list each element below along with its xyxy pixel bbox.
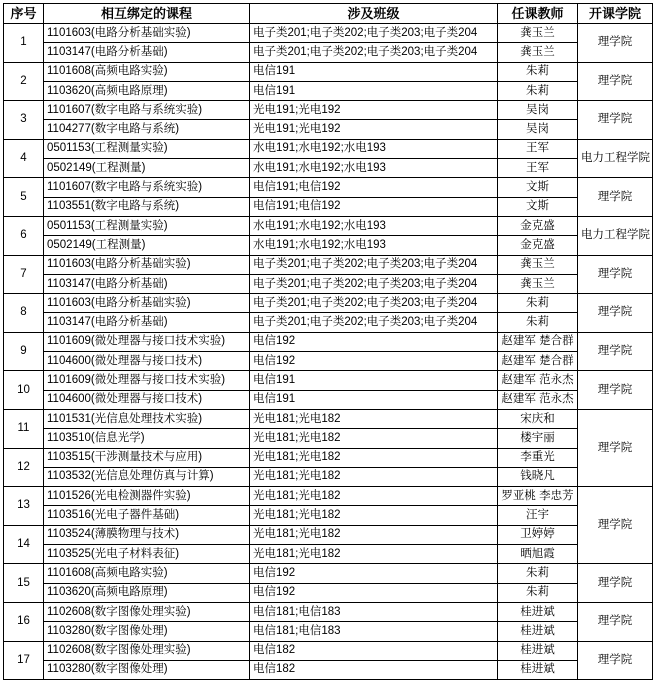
table-row [4, 120, 653, 139]
table-row [4, 409, 653, 428]
course-cell: 1103516(光电子器件基础) [44, 506, 250, 525]
course-cell: 1101603(电路分析基础实验) [44, 255, 250, 274]
teacher-cell: 王军 [498, 139, 578, 158]
teacher-cell: 桂进斌 [498, 641, 578, 660]
table-row [4, 487, 653, 506]
seq-cell: 14 [4, 525, 44, 564]
class-cell: 电信192 [250, 332, 498, 351]
class-cell: 水电191;水电192;水电193 [250, 216, 498, 235]
table-row [4, 602, 653, 621]
course-cell: 1101608(高频电路实验) [44, 62, 250, 81]
teacher-cell: 金克盛 [498, 236, 578, 255]
class-cell: 电信191 [250, 390, 498, 409]
table-row [4, 159, 653, 178]
class-cell: 光电191;光电192 [250, 101, 498, 120]
college-cell: 理学院 [578, 564, 653, 603]
teacher-cell: 赵建军 楚合群 [498, 332, 578, 351]
class-cell: 电信192 [250, 352, 498, 371]
course-cell: 0502149(工程测量) [44, 159, 250, 178]
teacher-cell: 晒旭霞 [498, 545, 578, 564]
table-row [4, 545, 653, 564]
college-cell: 理学院 [578, 24, 653, 63]
seq-cell: 2 [4, 62, 44, 101]
table-row [4, 332, 653, 351]
teacher-cell: 朱莉 [498, 313, 578, 332]
teacher-cell: 朱莉 [498, 62, 578, 81]
class-cell: 电子类201;电子类202;电子类203;电子类204 [250, 255, 498, 274]
teacher-cell: 朱莉 [498, 294, 578, 313]
table-row [4, 81, 653, 100]
seq-cell: 1 [4, 24, 44, 63]
class-cell: 光电181;光电182 [250, 487, 498, 506]
teacher-cell: 赵建军 范永杰 [498, 390, 578, 409]
class-cell: 光电191;光电192 [250, 120, 498, 139]
teacher-cell: 文斯 [498, 197, 578, 216]
teacher-cell: 楼宇丽 [498, 429, 578, 448]
teacher-cell: 龚玉兰 [498, 255, 578, 274]
table-row [4, 506, 653, 525]
table-row [4, 197, 653, 216]
teacher-cell: 龚玉兰 [498, 43, 578, 62]
table-row [4, 139, 653, 158]
teacher-cell: 吴岗 [498, 120, 578, 139]
table-row [4, 352, 653, 371]
table-row [4, 564, 653, 583]
class-cell: 电子类201;电子类202;电子类203;电子类204 [250, 313, 498, 332]
table-row [4, 43, 653, 62]
table-row [4, 24, 653, 43]
table-row [4, 448, 653, 467]
teacher-cell: 朱莉 [498, 564, 578, 583]
class-cell: 电信191 [250, 371, 498, 390]
course-cell: 1101609(微处理器与接口技术实验) [44, 332, 250, 351]
course-cell: 1101603(电路分析基础实验) [44, 24, 250, 43]
seq-cell: 7 [4, 255, 44, 294]
college-cell: 理学院 [578, 409, 653, 486]
class-cell: 光电181;光电182 [250, 467, 498, 486]
teacher-cell: 赵建军 楚合群 [498, 352, 578, 371]
table-row [4, 274, 653, 293]
college-cell: 理学院 [578, 62, 653, 101]
teacher-cell: 吴岗 [498, 101, 578, 120]
college-cell: 理学院 [578, 255, 653, 294]
course-cell: 1101526(光电检测器件实验) [44, 487, 250, 506]
course-cell: 1103620(高频电路原理) [44, 583, 250, 602]
course-cell: 0501153(工程测量实验) [44, 139, 250, 158]
table-row [4, 525, 653, 544]
teacher-cell: 朱莉 [498, 583, 578, 602]
college-cell: 理学院 [578, 294, 653, 333]
class-cell: 水电191;水电192;水电193 [250, 159, 498, 178]
course-cell: 1101607(数字电路与系统实验) [44, 101, 250, 120]
teacher-cell: 金克盛 [498, 216, 578, 235]
seq-cell: 9 [4, 332, 44, 371]
class-cell: 水电191;水电192;水电193 [250, 139, 498, 158]
college-cell: 理学院 [578, 487, 653, 564]
header-teacher: 任课教师 [498, 4, 578, 24]
course-cell: 0501153(工程测量实验) [44, 216, 250, 235]
course-binding-table [3, 3, 653, 680]
class-cell: 电子类201;电子类202;电子类203;电子类204 [250, 294, 498, 313]
seq-cell: 16 [4, 602, 44, 641]
class-cell: 水电191;水电192;水电193 [250, 236, 498, 255]
course-cell: 1101608(高频电路实验) [44, 564, 250, 583]
class-cell: 电信192 [250, 583, 498, 602]
table-row [4, 101, 653, 120]
table-body [4, 24, 653, 680]
header-class: 涉及班级 [250, 4, 498, 24]
teacher-cell: 钱晓凡 [498, 467, 578, 486]
course-cell: 1103147(电路分析基础) [44, 274, 250, 293]
course-cell: 1103280(数字图像处理) [44, 622, 250, 641]
course-cell: 1101531(光信息处理技术实验) [44, 409, 250, 428]
seq-cell: 4 [4, 139, 44, 178]
seq-cell: 3 [4, 101, 44, 140]
teacher-cell: 龚玉兰 [498, 24, 578, 43]
class-cell: 电信191 [250, 81, 498, 100]
teacher-cell: 赵建军 范永杰 [498, 371, 578, 390]
course-cell: 1101609(微处理器与接口技术实验) [44, 371, 250, 390]
course-cell: 1103515(干涉测量技术与应用) [44, 448, 250, 467]
class-cell: 电子类201;电子类202;电子类203;电子类204 [250, 274, 498, 293]
class-cell: 电子类201;电子类202;电子类203;电子类204 [250, 24, 498, 43]
teacher-cell: 朱莉 [498, 81, 578, 100]
seq-cell: 17 [4, 641, 44, 680]
course-cell: 1102608(数字图像处理实验) [44, 602, 250, 621]
table-row [4, 216, 653, 235]
course-cell: 1104600(微处理器与接口技术) [44, 352, 250, 371]
table-row [4, 371, 653, 390]
course-cell: 1104277(数字电路与系统) [44, 120, 250, 139]
class-cell: 电信181;电信183 [250, 602, 498, 621]
teacher-cell: 罗亚桃 李忠芳 [498, 487, 578, 506]
table-row [4, 236, 653, 255]
college-cell: 理学院 [578, 332, 653, 371]
course-cell: 1103280(数字图像处理) [44, 660, 250, 679]
seq-cell: 8 [4, 294, 44, 333]
class-cell: 光电181;光电182 [250, 429, 498, 448]
table-row [4, 429, 653, 448]
table-row [4, 660, 653, 679]
course-cell: 1103525(光电子材料表征) [44, 545, 250, 564]
college-cell: 理学院 [578, 178, 653, 217]
teacher-cell: 王军 [498, 159, 578, 178]
class-cell: 电信182 [250, 641, 498, 660]
header-course: 相互绑定的课程 [44, 4, 250, 24]
header-college: 开课学院 [578, 4, 653, 24]
teacher-cell: 桂进斌 [498, 622, 578, 641]
seq-cell: 11 [4, 409, 44, 448]
seq-cell: 15 [4, 564, 44, 603]
table-row [4, 178, 653, 197]
seq-cell: 6 [4, 216, 44, 255]
course-cell: 1103147(电路分析基础) [44, 43, 250, 62]
class-cell: 电信191 [250, 62, 498, 81]
teacher-cell: 卫婷婷 [498, 525, 578, 544]
class-cell: 电信192 [250, 564, 498, 583]
college-cell: 电力工程学院 [578, 139, 653, 178]
course-cell: 1103551(数字电路与系统) [44, 197, 250, 216]
table-row [4, 62, 653, 81]
teacher-cell: 龚玉兰 [498, 274, 578, 293]
class-cell: 电信191;电信192 [250, 178, 498, 197]
table-row [4, 641, 653, 660]
table-row [4, 390, 653, 409]
teacher-cell: 宋庆和 [498, 409, 578, 428]
college-cell: 理学院 [578, 602, 653, 641]
course-cell: 1103532(光信息处理仿真与计算) [44, 467, 250, 486]
class-cell: 电信182 [250, 660, 498, 679]
class-cell: 光电181;光电182 [250, 409, 498, 428]
course-cell: 1101603(电路分析基础实验) [44, 294, 250, 313]
course-cell: 1101607(数字电路与系统实验) [44, 178, 250, 197]
seq-cell: 13 [4, 487, 44, 526]
table-row [4, 255, 653, 274]
course-cell: 1103510(信息光学) [44, 429, 250, 448]
course-cell: 1103524(薄膜物理与技术) [44, 525, 250, 544]
table-row [4, 294, 653, 313]
class-cell: 电信181;电信183 [250, 622, 498, 641]
college-cell: 理学院 [578, 371, 653, 410]
class-cell: 电信191;电信192 [250, 197, 498, 216]
class-cell: 光电181;光电182 [250, 525, 498, 544]
teacher-cell: 汪宇 [498, 506, 578, 525]
teacher-cell: 桂进斌 [498, 660, 578, 679]
seq-cell: 12 [4, 448, 44, 487]
class-cell: 电子类201;电子类202;电子类203;电子类204 [250, 43, 498, 62]
class-cell: 光电181;光电182 [250, 448, 498, 467]
teacher-cell: 李重光 [498, 448, 578, 467]
teacher-cell: 文斯 [498, 178, 578, 197]
teacher-cell: 桂进斌 [498, 602, 578, 621]
course-cell: 1103147(电路分析基础) [44, 313, 250, 332]
table-row [4, 313, 653, 332]
seq-cell: 10 [4, 371, 44, 410]
course-cell: 1102608(数字图像处理实验) [44, 641, 250, 660]
table-row [4, 467, 653, 486]
course-cell: 1104600(微处理器与接口技术) [44, 390, 250, 409]
table-row [4, 583, 653, 602]
course-cell: 0502149(工程测量) [44, 236, 250, 255]
header-row [4, 4, 653, 24]
college-cell: 理学院 [578, 641, 653, 680]
table-row [4, 622, 653, 641]
header-seq: 序号 [4, 4, 44, 24]
seq-cell: 5 [4, 178, 44, 217]
course-cell: 1103620(高频电路原理) [44, 81, 250, 100]
college-cell: 电力工程学院 [578, 216, 653, 255]
class-cell: 光电181;光电182 [250, 506, 498, 525]
college-cell: 理学院 [578, 101, 653, 140]
class-cell: 光电181;光电182 [250, 545, 498, 564]
